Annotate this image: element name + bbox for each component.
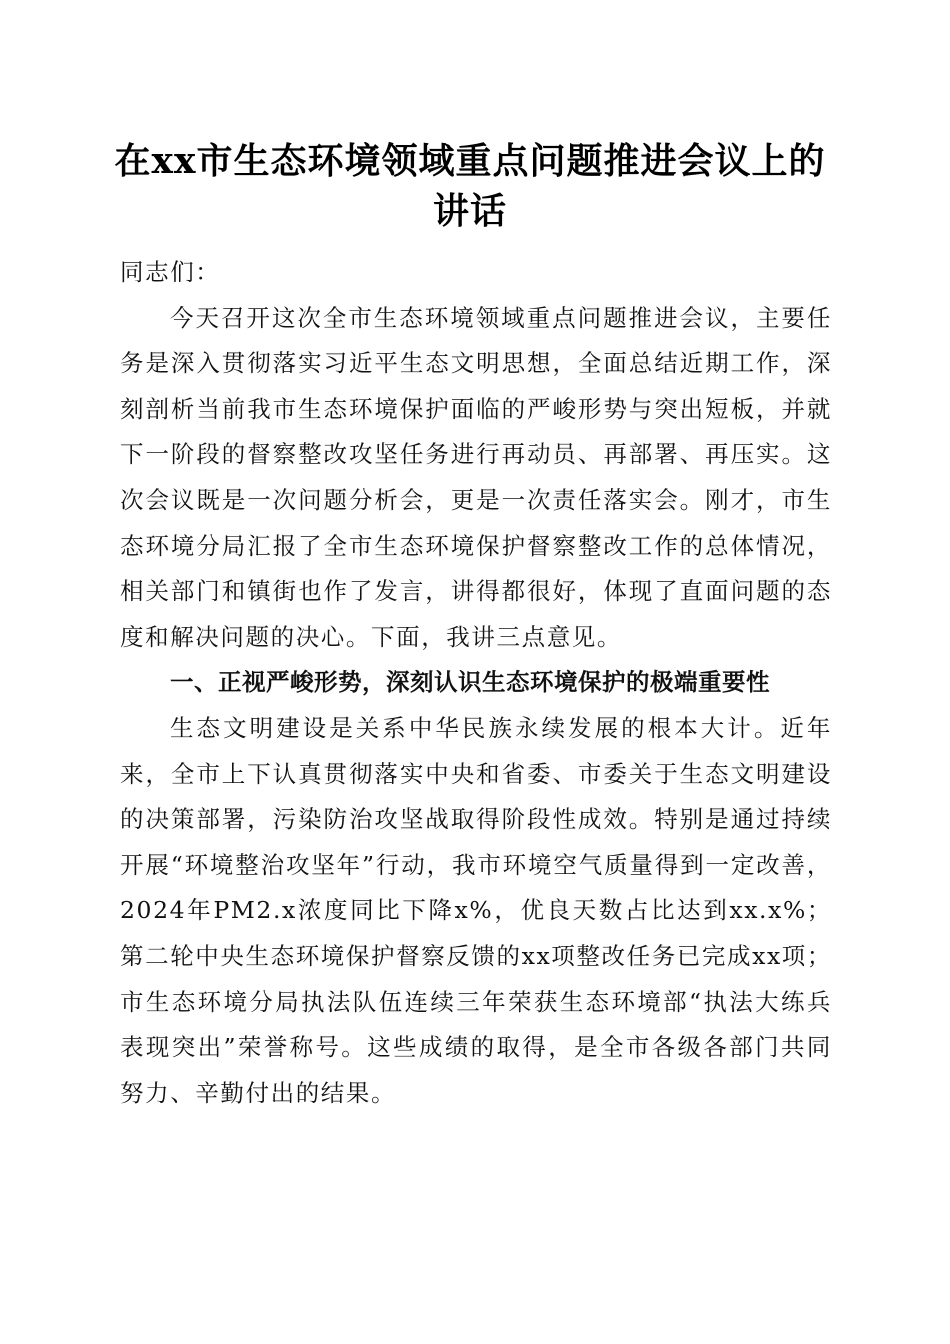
opening-paragraph: 今天召开这次全市生态环境领域重点问题推进会议，主要任务是深入贯彻落实习近平生态文明思想，全面总结近期工作，深刻剖析当前我市生态环境保护面临的严峻形势与突出短板，并就下一阶段的督察整改攻坚任务进行再动员、再部署、再压实。这次会议既是一次问题分析会，更是一次责任落实会。刚才，市生态环境分局汇报了全市生态环境保护督察整改工作的总体情况，相关部门和镇街也作了发言，讲得都很好，体现了直面问题的态度和解决问题的决心。下面，我讲三点意见。 [120, 303, 832, 651]
document-title: 在xx市生态环境领域重点问题推进会议上的讲话 [114, 140, 826, 232]
salutation: 同志们： [120, 258, 221, 286]
section-paragraph: 生态文明建设是关系中华民族永续发展的根本大计。近年来，全市上下认真贯彻落实中央和省委、市委关于生态文明建设的决策部署，污染防治攻坚战取得阶段性成效。特别是通过持续开展“环境整治攻坚年”行动，我市环境空气质量得到一定改善，2024年PM2.x浓度同比下降x%，优良天数占比达到xx.x%；第二轮中央生态环境保护督察反馈的xx项整改任务已完成xx项；市生态环境分局执法队伍连续三年荣获生态环境部“执法大练兵表现突出”荣誉称号。这些成绩的取得，是全市各级各部门共同努力、辛勤付出的结果。 [120, 713, 833, 1107]
section-heading: 一、正视严峻形势，深刻认识生态环境保护的极端重要性 [170, 668, 770, 697]
document-body [120, 250, 832, 1116]
